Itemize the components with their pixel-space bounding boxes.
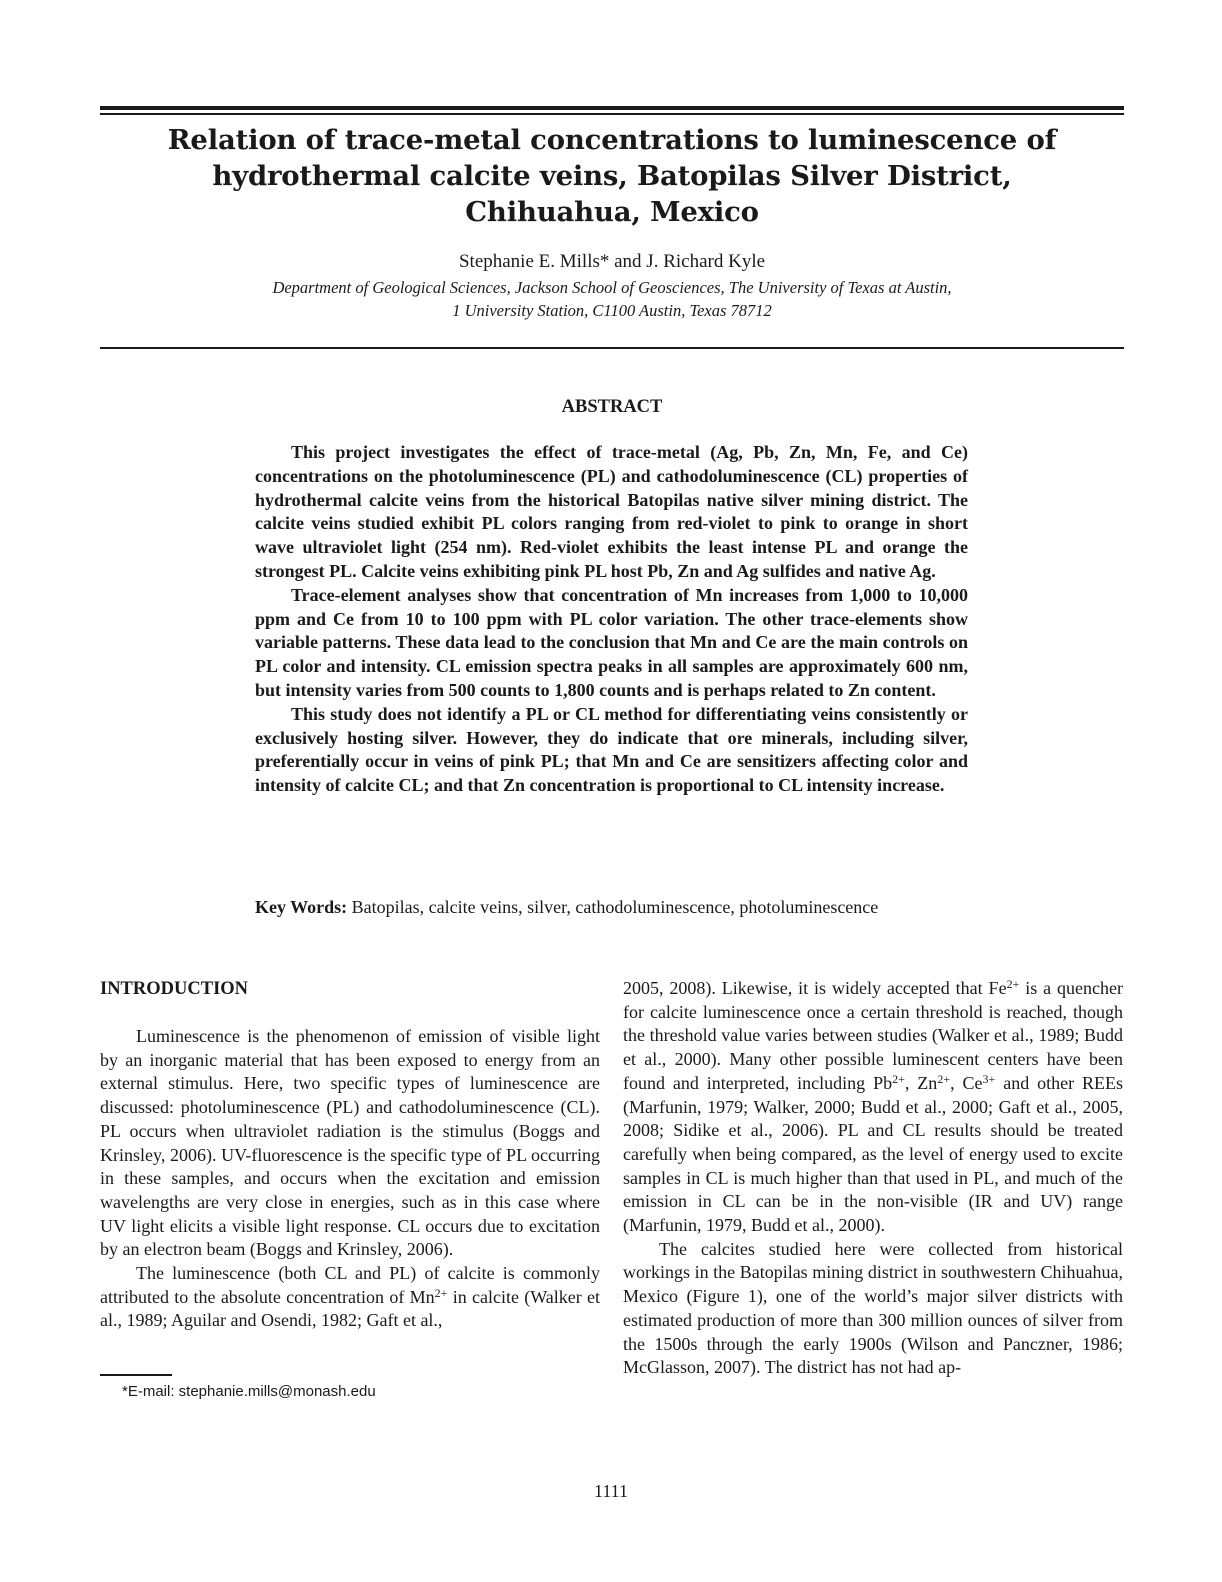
r1-text-e: and other REEs (Marfunin, 1979; Walker, 2000; Budd et al., 2000; Gaft et al., 2005, 2008; Sidike et al., 2006). PL and CL results should be treated carefully when being compared, as the level of energy used to excite samples in CL is much higher than that used in PL, and much of the emission in CL can be in the non-visible (IR and UV) range (Marfunin, 1979, Budd et al., 2000). <box>623 1072 1124 1236</box>
title-line-2: hydrothermal calcite veins, Batopilas Silver District, <box>212 160 1012 192</box>
intro-paragraph-3: The calcites studied here were collected from historical workings in the Batopilas mining district in southwestern Chihuahua, Mexico (Figure 1), one of the world’s major silver districts with estimated production of more than 300 million ounces of silver from the 1500s through the early 1900s (Wilson and Panczner, 1986; McGlasson, 2007). The district has not had ap- <box>623 1238 1123 1378</box>
r1-text-a: 2005, 2008). Likewise, it is widely accepted that Fe <box>623 978 1007 998</box>
footnote-rule <box>100 1374 172 1376</box>
intro-paragraph-1: Luminescence is the phenomenon of emission of visible light by an inorganic material that has been exposed to energy from an external stimulus. Here, two specific types of luminescence are discussed: photoluminescence (PL) and cathodoluminescence (CL). PL occurs when ultraviolet radiation is the stimulus (Boggs and Krinsley, 2006). UV-fluorescence is the specific type of PL occurring in these samples, and occurs when the excitation and emission wavelengths are very close in energies, such as in this case where UV light elicits a visible light response. CL occurs due to excitation by an electron beam (Boggs and Krinsley, 2006). <box>100 1026 600 1260</box>
r1-text-c: , Zn <box>904 1072 938 1093</box>
ce-superscript: 3+ <box>982 1071 996 1086</box>
top-rule-thin <box>100 113 1124 115</box>
abstract-heading: ABSTRACT <box>561 397 663 417</box>
paper-title <box>130 122 1094 230</box>
fe-superscript: 2+ <box>1006 977 1020 991</box>
intro-paragraph-2 <box>100 1262 600 1333</box>
left-column <box>100 977 600 1333</box>
title-line-3: Chihuahua, Mexico <box>465 196 759 228</box>
intro-paragraph-continued <box>623 977 1123 1238</box>
intro-p2-text-b: in calcite (Walker et al., 1989; Aguilar and Osendi, 1982; Gaft et al., <box>100 1286 601 1331</box>
title-line-1: Relation of trace-metal concentrations to luminescence of <box>167 124 1057 156</box>
affiliation-line-1: Department of Geological Sciences, Jackson School of Geosciences, The University of Texas at Austin, <box>272 278 952 297</box>
affiliation-line-2: 1 University Station, C1100 Austin, Texas 78712 <box>452 301 772 320</box>
abstract-body <box>255 441 968 798</box>
keywords <box>255 895 1015 919</box>
right-column <box>623 977 1123 1380</box>
affiliation <box>100 276 1124 322</box>
keywords-text: Batopilas, calcite veins, silver, cathodoluminescence, photoluminescence <box>347 897 879 917</box>
top-rule-thick <box>100 106 1124 110</box>
authors: Stephanie E. Mills* and J. Richard Kyle <box>458 251 766 272</box>
r1-text-d: , Ce <box>950 1072 983 1093</box>
header-divider <box>100 347 1124 349</box>
zn-superscript: 2+ <box>937 1071 951 1086</box>
abstract-paragraph-2: Trace-element analyses show that concentration of Mn increases from 1,000 to 10,000 ppm and Ce from 10 to 100 ppm with PL color variation. The other trace-elements show variable patterns. These data lead to the conclusion that Mn and Ce are the main controls on PL color and intensity. CL emission spectra peaks in all samples are approximately 600 nm, but intensity varies from 500 counts to 1,800 counts and is perhaps related to Zn content. <box>255 584 968 700</box>
keywords-label: Key Words: <box>255 897 348 917</box>
intro-p2-text-a: The luminescence (both CL and PL) of calcite is commonly attributed to the absolute concentration of Mn <box>100 1263 600 1307</box>
footnote-email: *E-mail: stephanie.mills@monash.edu <box>122 1383 376 1400</box>
introduction-heading: INTRODUCTION <box>100 979 249 999</box>
r1-text-b: is a quencher for calcite luminescence once a certain threshold is reached, though the threshold value varies between studies (Walker et al., 1989; Budd et al., 2000). Many other possible luminescent centers have been found and interpreted, including Pb <box>623 978 1123 1093</box>
pb-superscript: 2+ <box>892 1071 905 1086</box>
abstract-paragraph-3: This study does not identify a PL or CL method for differentiating veins consistently or exclusively hosting silver. However, they do indicate that ore minerals, including silver, preferentially occur in veins of pink PL; that Mn and Ce are sensitizers affecting color and intensity of calcite CL; and that Zn concentration is proportional to CL intensity increase. <box>255 703 968 796</box>
page-number: 1111 <box>594 1481 628 1501</box>
abstract-paragraph-1: This project investigates the effect of trace-metal (Ag, Pb, Zn, Mn, Fe, and Ce) concentrations on the photoluminescence (PL) and cathodoluminescence (CL) properties of hydrothermal calcite veins from the historical Batopilas native silver mining district. The calcite veins studied exhibit PL colors ranging from red-violet to pink to orange in short wave ultraviolet light (254 nm). Red-violet exhibits the least intense PL and orange the strongest PL. Calcite veins exhibiting pink PL host Pb, Zn and Ag sulfides and native Ag. <box>255 442 968 581</box>
mn-superscript: 2+ <box>434 1285 448 1300</box>
